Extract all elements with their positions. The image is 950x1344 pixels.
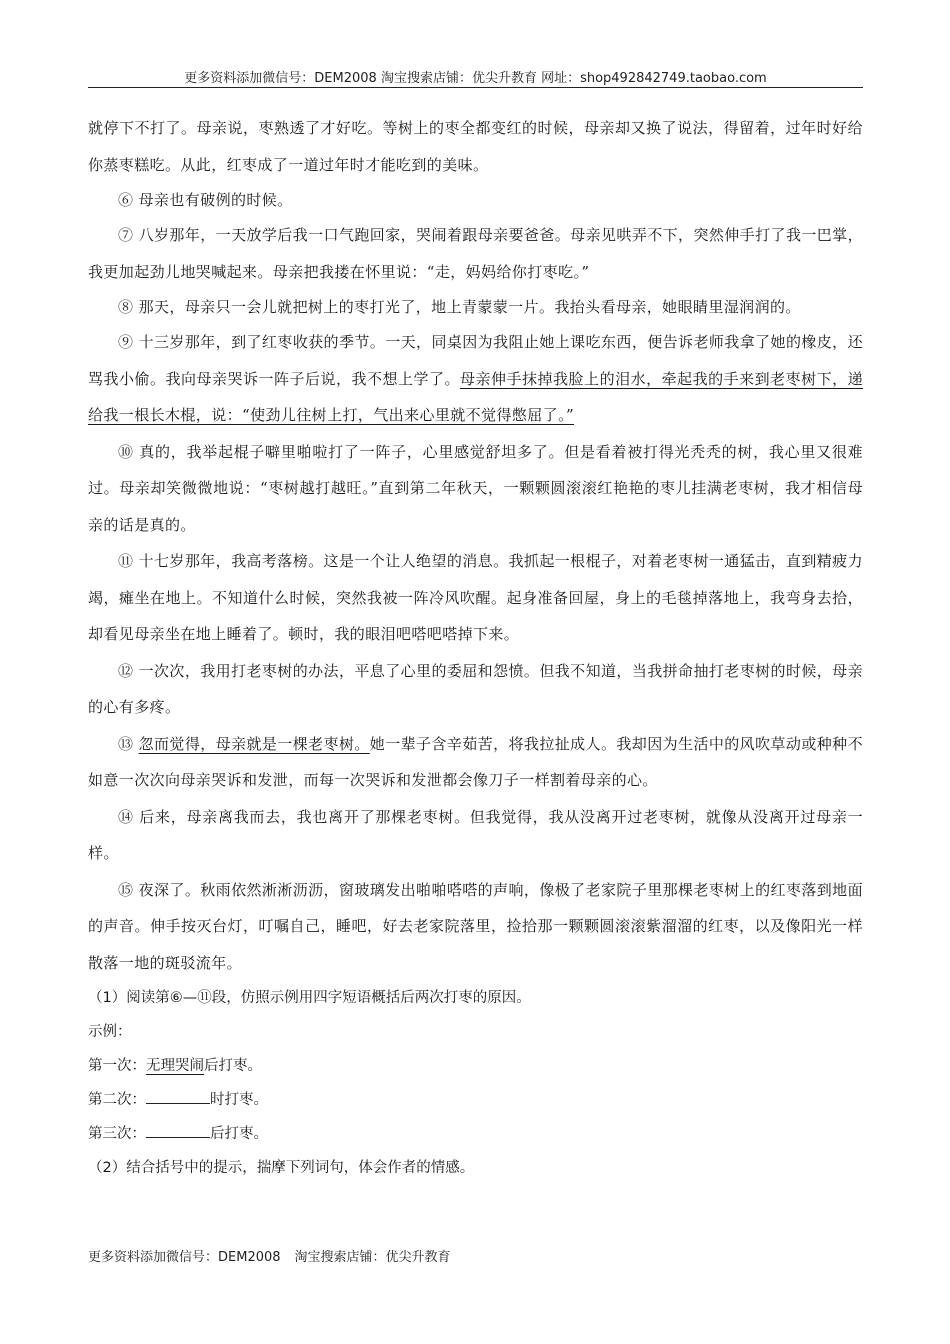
header-divider bbox=[88, 87, 863, 88]
third-prefix: 第三次： bbox=[88, 1126, 146, 1142]
question-2: （2）结合括号中的提示，揣摩下列词句，体会作者的情感。 bbox=[88, 1160, 475, 1176]
paragraph-12: ⑫ 一次次，我用打老枣树的办法，平息了心里的委屈和怨愤。但我不知道，当我拼命抽打老枣树的时候，母亲的心有多疼。 bbox=[88, 661, 863, 716]
paragraph-13-number: ⑬ bbox=[118, 734, 139, 753]
footer-store: 淘宝搜索店铺：优尖升教育 bbox=[294, 1250, 451, 1265]
paragraph-9 bbox=[88, 324, 863, 434]
paragraph-13 bbox=[88, 726, 863, 799]
example-first bbox=[88, 1049, 863, 1083]
footer-wechat: 更多资料添加微信号：DEM2008 bbox=[88, 1250, 281, 1265]
question-1: （1）阅读第⑥—⑪段，仿照示例用四字短语概括后两次打枣的原因。 bbox=[88, 990, 531, 1006]
paragraph-9-text: ⑨ 十三岁那年，到了红枣收获的季节。一天，同桌因为我阻止她上课吃东西，便告诉老师我拿了她的橡皮，还骂我小偷。我向母亲哭诉一阵子后说，我不想上学了。 bbox=[88, 333, 863, 388]
page-header: 更多资料添加微信号：DEM2008 淘宝搜索店铺：优尖升教育 网址：shop492842749.taobao.com bbox=[184, 71, 767, 86]
paragraph-10: ⑩ 真的，我举起棍子噼里啪啦打了一阵子，心里感觉舒坦多了。但是看着被打得光秃秃的树，我心里又很难过。母亲却笑微微地说：“枣树越打越旺。”直到第二年秋天，一颗颗圆滚滚红艳艳的枣儿挂满老枣树，我才相信母亲的话是真的。 bbox=[88, 442, 863, 534]
example-label: 示例： bbox=[88, 1024, 132, 1040]
paragraph-6: ⑥ 母亲也有破例的时候。 bbox=[118, 191, 293, 209]
answer-third bbox=[88, 1117, 863, 1151]
paragraph-14: ⑭ 后来，母亲离我而去，我也离开了那棵老枣树。但我觉得，我从没离开过老枣树，就像从没离开过母亲一样。 bbox=[88, 807, 863, 862]
article-body bbox=[88, 110, 863, 1185]
page-footer bbox=[88, 1246, 451, 1265]
answer-second bbox=[88, 1083, 863, 1117]
paragraph-11: ⑪ 十七岁那年，我高考落榜。这是一个让人绝望的消息。我抓起一根棍子，对着老枣树一通猛击，直到精疲力竭，瘫坐在地上。不知道什么时候，突然我被一阵冷风吹醒。起身准备回屋，身上的毛毯掉落地上，我弯身去拾，却看见母亲坐在地上睡着了。顿时，我的眼泪吧嗒吧嗒掉下来。 bbox=[88, 552, 863, 643]
second-answer-blank[interactable] bbox=[146, 1089, 210, 1104]
third-answer-blank[interactable] bbox=[146, 1123, 210, 1138]
paragraph-13-underlined-sentence: 忽而觉得，母亲就是一棵老枣树。 bbox=[138, 734, 370, 753]
paragraph-9-underlined-sentence: 母亲伸手抹掉我脸上的泪水，牵起我的手来到老枣树下，递给我一根长木棍，说：“使劲儿往树上打，气出来心里就不觉得憋屈了。” bbox=[88, 369, 863, 424]
second-suffix: 时打枣。 bbox=[210, 1092, 268, 1108]
paragraph-7: ⑦ 八岁那年，一天放学后我一口气跑回家，哭闹着跟母亲要爸爸。母亲见哄弄不下，突然伸手打了我一巴掌，我更加起劲儿地哭喊起来。母亲把我搂在怀里说：“走，妈妈给你打枣吃。” bbox=[88, 226, 863, 281]
first-answer: 无理哭闹 bbox=[146, 1058, 204, 1074]
first-suffix: 后打枣。 bbox=[204, 1058, 262, 1074]
first-prefix: 第一次： bbox=[88, 1058, 146, 1074]
third-suffix: 后打枣。 bbox=[210, 1126, 268, 1142]
paragraph-13-text: 她一辈子含辛茹苦，将我拉扯成人。我却因为生活中的风吹草动或种种不如意一次次向母亲哭诉和发泄，而每一次哭诉和发泄都会像刀子一样割着母亲的心。 bbox=[88, 734, 863, 789]
second-prefix: 第二次： bbox=[88, 1092, 146, 1108]
paragraph-15: ⑮ 夜深了。秋雨依然淅淅沥沥，窗玻璃发出啪啪嗒嗒的声响，像极了老家院子里那棵老枣树上的红枣落到地面的声音。伸手按灭台灯，叮嘱自己，睡吧，好去老家院落里，捡拾那一颗颗圆滚滚紫溜溜的红枣，以及像阳光一样散落一地的斑驳流年。 bbox=[88, 880, 863, 972]
paragraph-8: ⑧ 那天，母亲只一会儿就把树上的枣打光了，地上青蒙蒙一片。我抬头看母亲，她眼睛里湿润润的。 bbox=[118, 298, 801, 316]
paragraph-continued: 就停下不打了。母亲说，枣熟透了才好吃。等树上的枣全都变红的时候，母亲却又换了说法，得留着，过年时好给你蒸枣糕吃。从此，红枣成了一道过年时才能吃到的美味。 bbox=[88, 119, 863, 174]
